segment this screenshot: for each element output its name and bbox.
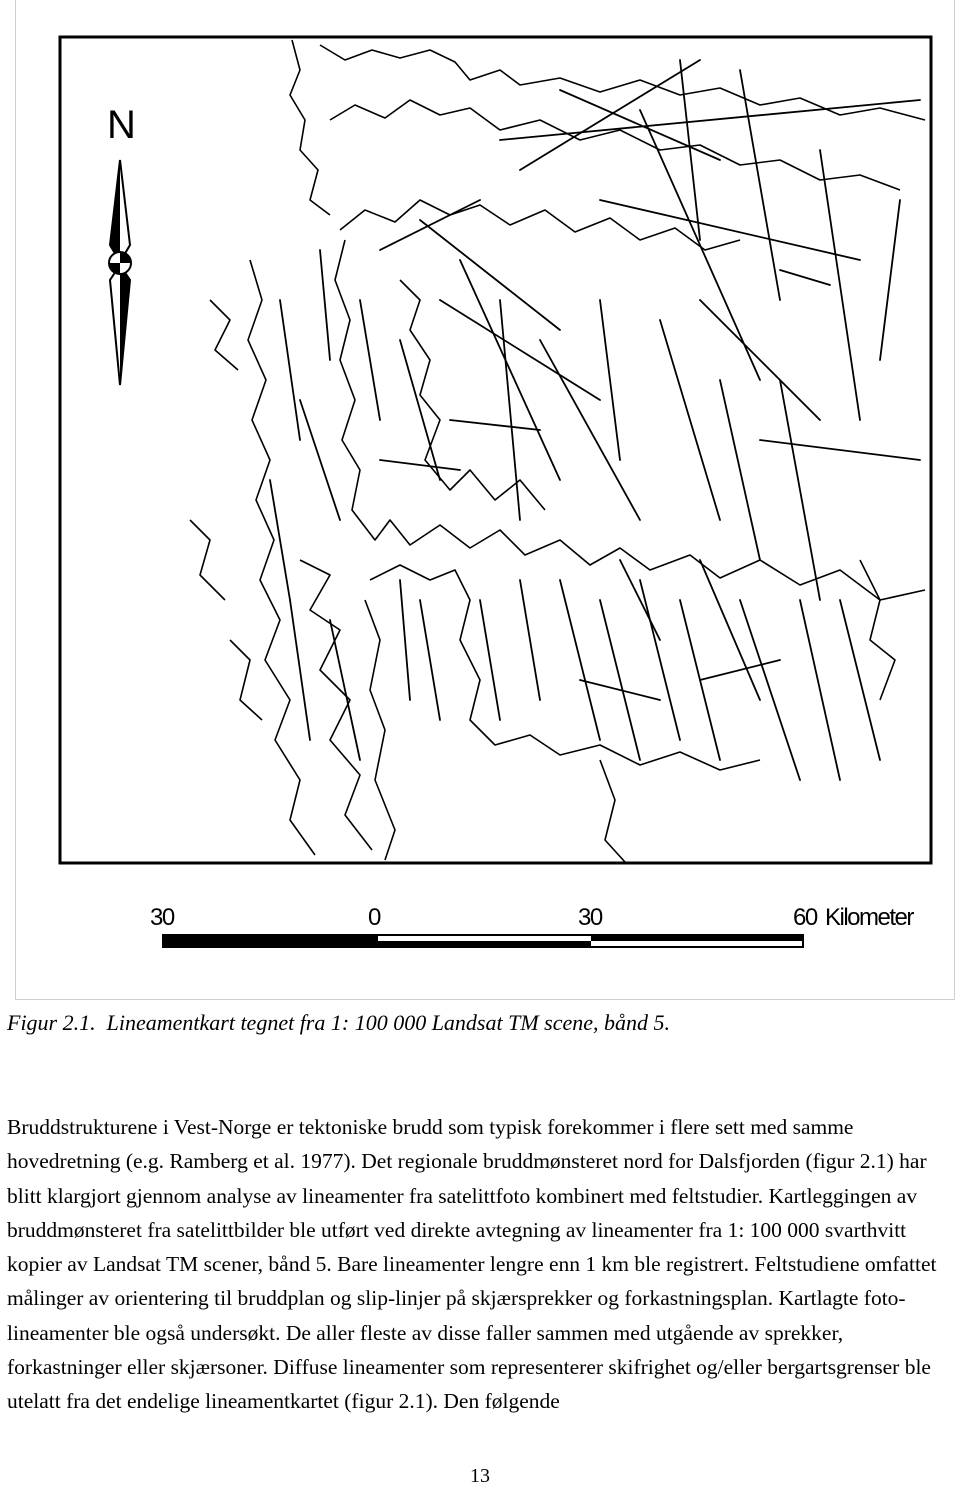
scale-bar xyxy=(163,935,803,947)
figure-caption xyxy=(7,1010,670,1036)
body-text xyxy=(7,1110,942,1419)
caption-text: Lineamentkart tegnet fra 1: 100 000 Landsat TM scene, bånd 5. xyxy=(106,1010,671,1035)
scale-tick-30-right: 30 xyxy=(578,904,602,931)
scale-tick-60: 60 xyxy=(793,904,817,931)
coastline-outlines xyxy=(190,40,925,862)
lineament-lines xyxy=(270,60,920,780)
north-label: N xyxy=(107,103,136,147)
scale-tick-30-left: 30 xyxy=(150,904,174,931)
scale-tick-0: 0 xyxy=(368,904,380,931)
scale-unit: Kilometer xyxy=(825,904,913,931)
body-paragraph: Bruddstrukturene i Vest-Norge er tektoniske brudd som typisk forekommer i flere sett med samme hovedretning (e.g. Ramberg et al. 1977). Det regionale bruddmønsteret nord for Dalsfjorden (figur 2.1) har blitt klargjort gjennom analyse av lineamenter fra satelittfoto kombinert med feltstudier. Kartleggingen av bruddmønsteret fra satelittbilder ble utført ved direkte avtegning av lineamenter fra 1: 100 000 svarthvitt kopier av Landsat TM scener, bånd 5. Bare lineamenter lengre enn 1 km ble registrert. Feltstudiene omfattet målinger av orientering til bruddplan og slip-linjer på skjærsprekker og forkastningsplan. Kartlagte foto-lineamenter ble også undersøkt. De aller fleste av disse faller sammen med utgående av sprekker, forkastninger eller skjærsoner. Diffuse lineamenter som representerer skifrighet og/eller bergartsgrenser ble utelatt fra det endelige lineamentkartet (figur 2.1). Den følgende xyxy=(7,1115,937,1414)
page-number: 13 xyxy=(470,1465,490,1487)
caption-number: Figur 2.1. xyxy=(7,1010,96,1035)
north-arrow-icon xyxy=(107,103,136,385)
map-border xyxy=(60,37,931,863)
